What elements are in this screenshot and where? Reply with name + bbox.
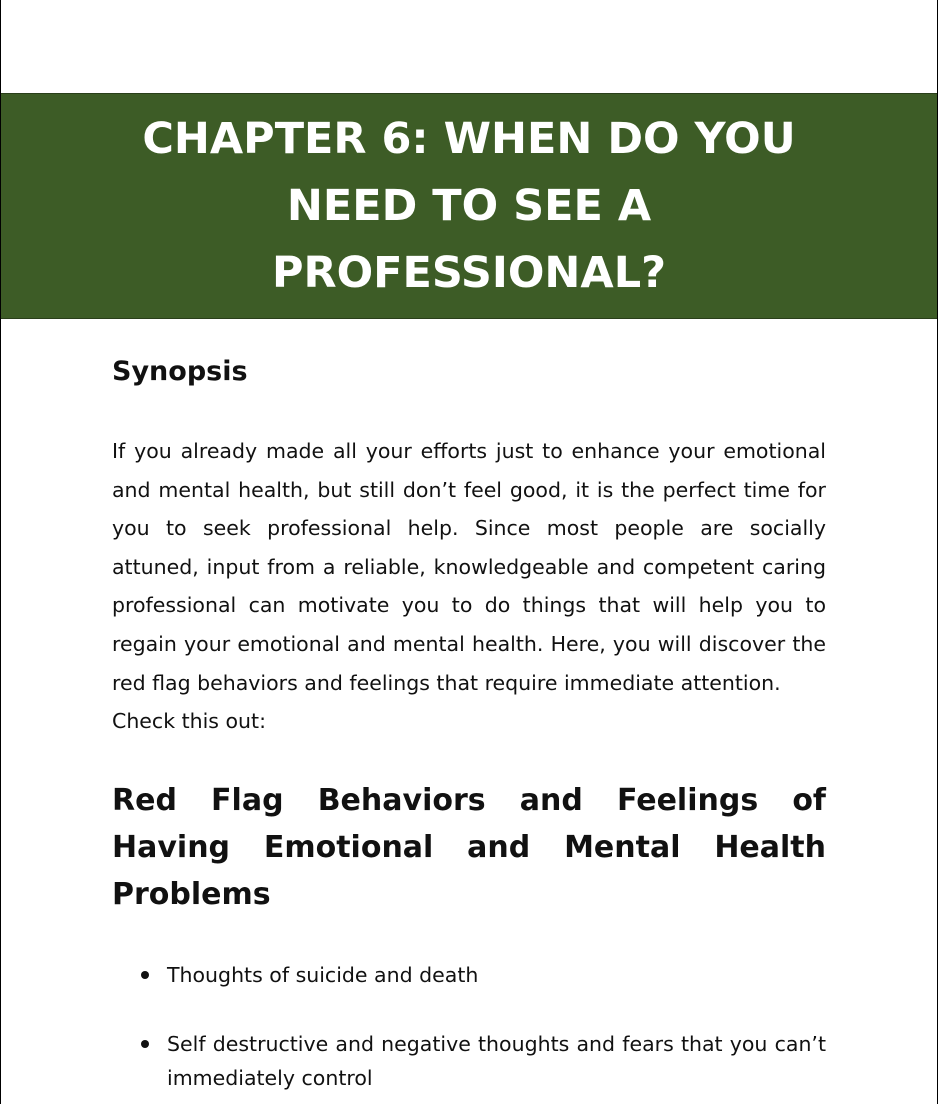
synopsis-heading: Synopsis	[112, 356, 248, 387]
chapter-title: CHAPTER 6: WHEN DO YOU NEED TO SEE A PROFESSIONAL?	[142, 113, 796, 298]
bullet-icon	[141, 1040, 149, 1048]
chapter-banner	[1, 93, 937, 319]
list-item	[112, 958, 826, 992]
red-flags-heading: Red Flag Behaviors and Feelings of Having Emotional and Mental Health Problems	[112, 782, 826, 912]
list-item-text: Thoughts of suicide and death	[167, 962, 479, 987]
page-content	[112, 344, 826, 1104]
bullet-icon	[141, 971, 149, 979]
list-item-text: Self destructive and negative thoughts and fears that you can’t immediately control	[167, 1031, 826, 1090]
red-flags-list	[112, 958, 826, 1095]
list-item	[112, 1027, 826, 1095]
synopsis-paragraph: If you already made all your efforts just to enhance your emotional and mental health, but still don’t feel good, it is the perfect time for you to seek professional help. Since most people are socially attuned, input from a reliable, knowledgeable and competent caring professional can motivate you to do things that will help you to regain your emotional and mental health. Here, you will discover the red flag behaviors and feelings that require immediate attention.	[112, 439, 826, 695]
check-this-out-line: Check this out:	[112, 709, 266, 734]
